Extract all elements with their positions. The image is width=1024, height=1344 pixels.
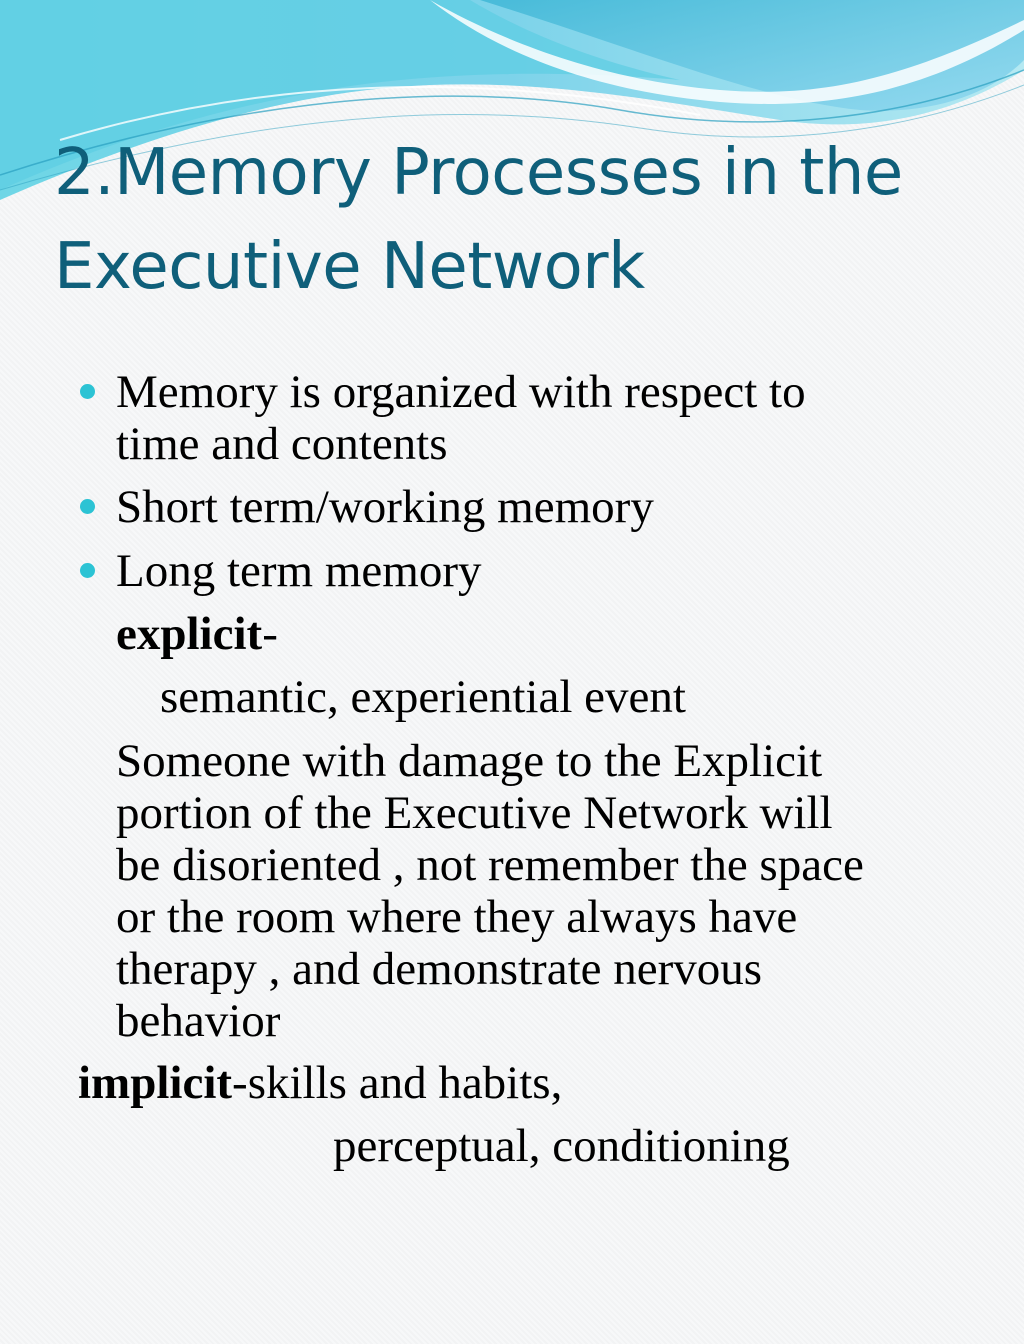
implicit-heading <box>78 1057 562 1109</box>
bullet-dot-icon <box>80 499 95 514</box>
explicit-description-line-5: therapy , and demonstrate nervous <box>116 943 763 995</box>
explicit-label: explicit <box>116 608 263 660</box>
slide-title-line-2: Executive Network <box>54 230 645 304</box>
implicit-suffix: -skills and habits, <box>232 1057 563 1109</box>
bullet-dot-icon <box>80 384 95 399</box>
explicit-description-line-3: be disoriented , not remember the space <box>116 839 864 891</box>
bullet-1-line-1: Memory is organized with respect to <box>116 366 806 418</box>
implicit-label: implicit <box>78 1057 233 1109</box>
bullet-2-line-1: Short term/working memory <box>116 481 654 533</box>
bullet-1-line-2: time and contents <box>116 418 448 470</box>
explicit-heading <box>116 608 278 660</box>
explicit-description-line-1: Someone with damage to the Explicit <box>116 735 823 787</box>
implicit-subline: perceptual, conditioning <box>333 1120 790 1172</box>
explicit-description-line-4: or the room where they always have <box>116 891 798 943</box>
bullet-3-line-1: Long term memory <box>116 545 482 597</box>
explicit-description-line-6: behavior <box>116 995 281 1047</box>
explicit-suffix: - <box>262 608 278 660</box>
explicit-description-line-2: portion of the Executive Network will <box>116 787 833 839</box>
explicit-subline: semantic, experiential event <box>160 671 686 723</box>
bullet-dot-icon <box>80 563 95 578</box>
slide-title-line-1: 2.Memory Processes in the <box>54 136 903 210</box>
